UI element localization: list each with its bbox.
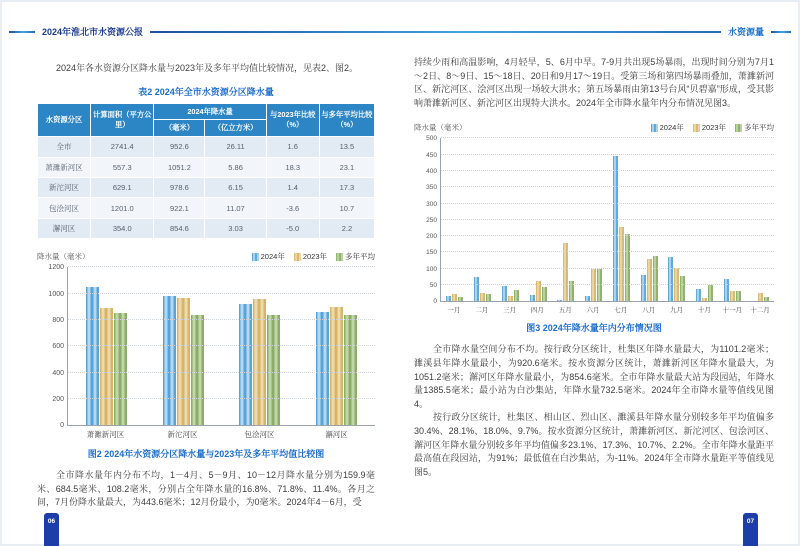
legend-item: [735, 122, 774, 133]
bar: [619, 227, 624, 301]
bar-group: [641, 256, 658, 301]
header-rule-left: [9, 31, 35, 33]
legend-label: 多年平均: [345, 252, 375, 262]
table-cell: 1201.0: [91, 198, 154, 218]
right-paragraph-3: 按行政分区统计，杜集区、相山区、烈山区、濉溪县年降水量分别较多年平均值偏多30.4%、28.1%、18.0%、9.7%。按水资源分区统计，萧濉新河区、新沱河区、包浍河区、澥河区年降水量分别较多年平均值偏多23.1%、17.3%、10.7%、2.2%。全市年降水量距平最高值在段园站，为91%；最低值在白沙集站，为-11%。2024年全市降水量距平等值线见图5。: [414, 412, 774, 477]
report-title: 2024年淮北市水资源公报: [42, 27, 144, 37]
table-cell: 18.3: [266, 157, 319, 177]
x-tick-label: 澥河区: [325, 430, 348, 440]
table-cell: 新沱河区: [38, 178, 91, 198]
left-bottom-paragraph: 全市降水量年内分布不均，1－4月、5－9月、10－12月降水量分别为159.9毫米、684.5毫米、108.2毫米，分别占全年降水量的16.8%、71.8%、11.4%。各月之间，7月份降水量最大，为443.6毫米；12月份最小，为0毫米。2024年4－6月，受: [37, 470, 375, 508]
bar-group: [316, 307, 357, 425]
table-cell: 978.6: [154, 178, 205, 198]
chart-legend: [243, 251, 375, 262]
x-tick-label: 二月: [475, 307, 489, 315]
table-cell: 10.7: [319, 198, 374, 218]
table-cell: 26.11: [205, 137, 266, 157]
gridline: [68, 319, 375, 320]
y-tick-label: 800: [52, 316, 64, 324]
legend-label: 2024年: [260, 252, 285, 262]
x-tick-label: 包浍河区: [244, 430, 275, 440]
gridline: [441, 268, 774, 269]
bar: [530, 295, 535, 301]
x-tick-label: 萧濉新河区: [86, 430, 125, 440]
x-tick-label: 十一月: [722, 307, 742, 315]
bar: [458, 297, 463, 301]
table-row: [38, 157, 375, 177]
table-header-cell: 与2023年比较（%）: [266, 103, 319, 137]
right-paragraph-1: 持续少雨和高温影响，4月轻旱，5、6月中旱。7-9月共出现5场暴雨，出现时间分别为7月1～2日、8～9日、15～18日、20日和9月17～19日。受第三场和第四场暴雨叠加，萧濉新河区、新沱河区、浍河区出现一场较大洪水；第五场暴雨由第13号台风“贝碧嘉”形成，受其影响萧濉新河区、新沱河区出现特大洪水。2024年全市降水量年内分布情况见图3。: [414, 57, 774, 108]
y-tick-label: 300: [426, 200, 437, 208]
table-cell: 1.6: [266, 137, 319, 157]
legend-label: 多年平均: [744, 123, 774, 133]
y-tick-label: 450: [426, 151, 437, 159]
bar: [480, 293, 485, 301]
plot-area: [414, 135, 774, 315]
bar: [191, 315, 204, 425]
x-tick-label: 新沱河区: [167, 430, 198, 440]
y-tick-label: 1200: [48, 264, 64, 272]
figure3-chart: [414, 122, 774, 314]
x-axis-labels: [440, 305, 774, 314]
y-tick-label: 200: [52, 395, 64, 403]
x-tick-label: 七月: [614, 307, 628, 315]
table-row: [38, 218, 375, 238]
bar-group: [752, 293, 769, 301]
table-cell: 全市: [38, 137, 91, 157]
table-cell: 23.1: [319, 157, 374, 177]
bar: [114, 313, 127, 425]
y-tick-label: 50: [429, 282, 437, 290]
table-cell: 1.4: [266, 178, 319, 198]
table-cell: 6.15: [205, 178, 266, 198]
y-tick-label: 350: [426, 184, 437, 192]
right-page: [414, 56, 774, 479]
table-cell: 13.5: [319, 137, 374, 157]
y-tick-label: 250: [426, 216, 437, 224]
gridline: [68, 266, 375, 267]
table-cell: 2.2: [319, 218, 374, 238]
bar-group: [86, 287, 127, 425]
bar: [764, 297, 769, 301]
table-caption: 表2 2024年全市水资源分区降水量: [138, 86, 274, 97]
gridline: [441, 186, 774, 187]
bar: [452, 294, 457, 301]
bar: [330, 307, 343, 425]
table-header-cell: （毫米）: [154, 120, 205, 137]
bar: [641, 275, 646, 301]
gridline: [441, 154, 774, 155]
gridline: [68, 398, 375, 399]
left-page: [37, 62, 375, 510]
bar: [724, 279, 729, 301]
bar: [514, 290, 519, 301]
bar: [557, 300, 562, 301]
bar: [736, 291, 741, 301]
header-rule-right: [771, 31, 791, 33]
gridline: [68, 293, 375, 294]
table-row: [38, 137, 375, 157]
legend-item: [651, 122, 684, 133]
gridline: [68, 372, 375, 373]
table-cell: 2741.4: [91, 137, 154, 157]
bar: [597, 269, 602, 301]
bar: [542, 287, 547, 301]
gridline: [68, 345, 375, 346]
bar: [344, 315, 357, 425]
bar: [708, 285, 713, 301]
plot-area: [37, 264, 375, 440]
y-axis-label: 降水量（毫米）: [37, 252, 90, 262]
gridline: [441, 251, 774, 252]
legend-swatch: [294, 253, 301, 261]
y-tick-label: 0: [60, 422, 64, 430]
right-paragraph-2: 全市降水量空间分布不均。按行政分区统计，杜集区年降水量最大，为1101.2毫米；濉溪县年降水量最小，为920.6毫米。按水资源分区统计，萧濉新河区年降水量最大，为1051.2毫米；澥河区年降水量最小，为854.6毫米。全市年降水量最大站为段园站，年降水量1385.5毫米；最小站为白沙集站，年降水量732.5毫米。2024年全市降水量等值线见图4。: [414, 344, 774, 409]
bar: [585, 296, 590, 301]
precipitation-table: [37, 103, 375, 240]
x-tick-label: 十月: [697, 307, 711, 315]
bar-group: [696, 285, 713, 301]
figure2-caption: 图2 2024年水资源分区降水量与2023年及多年平均值比较图: [87, 449, 325, 460]
header-rule-middle: [150, 31, 721, 33]
x-tick-label: 八月: [642, 307, 656, 315]
bar: [591, 269, 596, 301]
bar: [267, 315, 280, 425]
y-tick-label: 1000: [48, 290, 64, 298]
table-header-cell: 与多年平均比较（%）: [319, 103, 374, 137]
legend-swatch: [252, 253, 259, 261]
x-tick-label: 一月: [447, 307, 461, 315]
x-tick-label: 十二月: [750, 307, 770, 315]
x-tick-label: 六月: [586, 307, 600, 315]
bar: [696, 289, 701, 301]
table-cell: 5.86: [205, 157, 266, 177]
table-header-row: [38, 103, 375, 120]
y-tick-label: 150: [426, 249, 437, 257]
figure2-chart: [37, 251, 375, 440]
bar-group: [446, 294, 463, 301]
table-header-cell: 2024年降水量: [154, 103, 266, 120]
legend-item: [294, 251, 327, 262]
table-header-cell: 计算面积（平方公里）: [91, 103, 154, 137]
page-header: [0, 25, 800, 38]
legend-item: [252, 251, 285, 262]
bar: [680, 276, 685, 301]
table-header-cell: （亿立方米）: [205, 120, 266, 137]
chart-legend: [642, 122, 774, 133]
table-header-cell: 水资源分区: [38, 103, 91, 137]
y-tick-label: 100: [426, 265, 437, 273]
table-row: [38, 198, 375, 218]
figure3-caption: 图3 2024年降水量年内分布情况图: [526, 323, 662, 334]
table-cell: 354.0: [91, 218, 154, 238]
intro-paragraph: 2024年各水资源分区降水量与2023年及多年平均值比较情况，见表2、图2。: [56, 63, 359, 73]
x-tick-label: 九月: [670, 307, 684, 315]
bar: [486, 294, 491, 301]
legend-swatch: [336, 253, 343, 261]
bar: [177, 298, 190, 425]
table-cell: 1051.2: [154, 157, 205, 177]
page-number-left: 06: [44, 513, 59, 546]
y-axis-label: 降水量（毫米）: [414, 123, 467, 133]
bar: [163, 296, 176, 425]
table-cell: 557.3: [91, 157, 154, 177]
gridline: [441, 219, 774, 220]
legend-swatch: [651, 124, 658, 132]
gridline: [441, 137, 774, 138]
legend-label: 2023年: [302, 252, 327, 262]
legend-item: [336, 251, 375, 262]
gridline: [441, 235, 774, 236]
bar: [730, 291, 735, 301]
table-cell: 952.6: [154, 137, 205, 157]
table-cell: 629.1: [91, 178, 154, 198]
bar-group: [585, 269, 602, 301]
x-tick-label: 四月: [530, 307, 544, 315]
bar: [702, 298, 707, 301]
y-tick-label: 400: [52, 369, 64, 377]
y-tick-label: 200: [426, 233, 437, 241]
bar: [653, 256, 658, 301]
x-tick-label: 三月: [503, 307, 517, 315]
bar-group: [613, 156, 630, 301]
bar: [758, 293, 763, 301]
bar-group: [668, 257, 685, 301]
bar: [239, 304, 252, 425]
y-tick-label: 400: [426, 167, 437, 175]
bar: [316, 312, 329, 425]
legend-label: 2024年: [659, 123, 684, 133]
legend-swatch: [735, 124, 742, 132]
bar-group: [724, 279, 741, 301]
bar: [446, 296, 451, 301]
table-cell: 922.1: [154, 198, 205, 218]
table-cell: 854.6: [154, 218, 205, 238]
gridline: [441, 203, 774, 204]
bar: [613, 156, 618, 301]
table-cell: -3.6: [266, 198, 319, 218]
gridline: [441, 170, 774, 171]
table-cell: 萧濉新河区: [38, 157, 91, 177]
bar: [647, 259, 652, 301]
table-cell: 17.3: [319, 178, 374, 198]
x-axis-labels: [67, 429, 375, 440]
bar: [668, 257, 673, 301]
bar: [100, 308, 113, 425]
bar: [474, 277, 479, 301]
legend-label: 2023年: [701, 123, 726, 133]
page-number-right: 07: [743, 513, 758, 546]
table-cell: 澥河区: [38, 218, 91, 238]
table-cell: -5.0: [266, 218, 319, 238]
bar: [508, 296, 513, 301]
legend-item: [693, 122, 726, 133]
table-cell: 3.03: [205, 218, 266, 238]
y-tick-label: 0: [433, 298, 437, 306]
bar: [502, 286, 507, 301]
legend-swatch: [693, 124, 700, 132]
table-cell: 11.07: [205, 198, 266, 218]
bar-group: [163, 296, 204, 425]
y-tick-label: 600: [52, 343, 64, 351]
table-cell: 包浍河区: [38, 198, 91, 218]
x-tick-label: 五月: [558, 307, 572, 315]
y-tick-label: 500: [426, 135, 437, 143]
table-row: [38, 178, 375, 198]
gridline: [441, 284, 774, 285]
bar-group: [474, 277, 491, 301]
bar: [86, 287, 99, 425]
section-label: 水资源量: [727, 27, 764, 37]
bar-group: [502, 286, 519, 301]
